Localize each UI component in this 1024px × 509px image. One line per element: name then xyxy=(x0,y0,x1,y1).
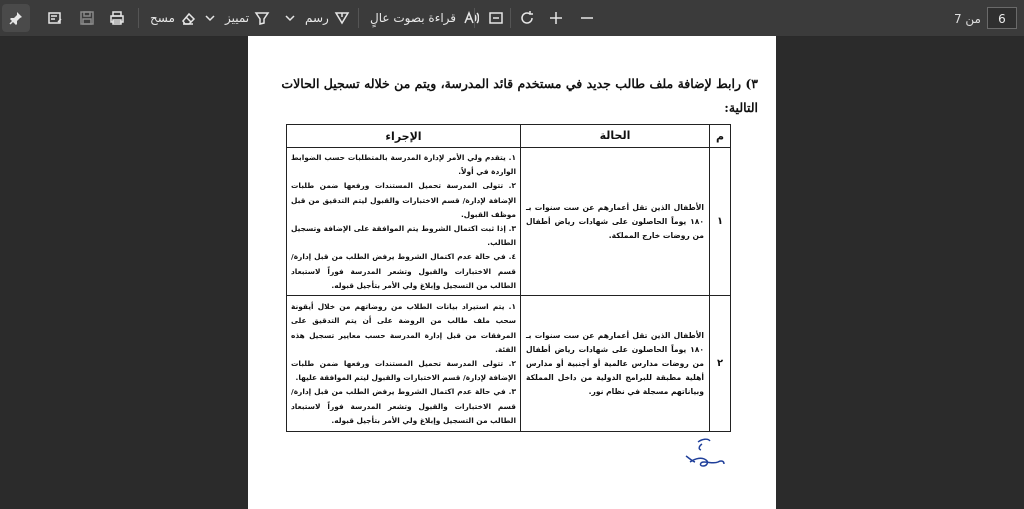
zoom-out-button[interactable] xyxy=(578,6,596,30)
highlighter-icon xyxy=(253,9,271,27)
eraser-icon xyxy=(179,9,197,27)
notes-icon xyxy=(46,9,64,27)
save-button[interactable] xyxy=(78,6,96,30)
print-icon xyxy=(108,9,126,27)
draw-label: رسم xyxy=(305,11,329,25)
header-case: الحالة xyxy=(521,125,710,148)
toolbar-divider xyxy=(474,8,475,28)
chevron-down-icon xyxy=(201,9,219,27)
row-number: ٢ xyxy=(710,296,731,432)
chevron-down-icon xyxy=(281,9,299,27)
row-number: ١ xyxy=(710,148,731,296)
page-view-icon xyxy=(487,9,505,27)
toolbar-divider xyxy=(510,8,511,28)
pen-icon xyxy=(333,9,351,27)
page-number-input[interactable]: 6 xyxy=(987,7,1017,29)
case-cell: الأطفال الذين تقل أعمارهم عن ست سنوات بـ ١٨٠ يوماً الحاصلون على شهادات رياض أطفال من روضات خارج المملكة. xyxy=(521,148,710,296)
rotate-icon xyxy=(518,9,536,27)
handwritten-signature xyxy=(680,434,740,476)
pin-button[interactable] xyxy=(2,4,30,32)
action-step: ١. يتم استيراد بيانات الطلاب من روضاتهم من خلال أيقونة سحب ملف طالب من الروضة على أن يتم التدقيق على المرفقات من قبل إدارة المدرسة حسب معايير تسجيل هذه الفئة. xyxy=(291,302,516,354)
viewer-toolbar xyxy=(0,0,1024,37)
save-icon xyxy=(78,9,96,27)
toolbar-divider xyxy=(138,8,139,28)
toolbar-divider xyxy=(358,8,359,28)
highlight-label: تمييز xyxy=(225,11,250,25)
table-row xyxy=(287,148,731,296)
rotate-button[interactable] xyxy=(518,6,536,30)
erase-label: مسح xyxy=(150,11,175,25)
header-num: م xyxy=(710,125,731,148)
section-heading: ٣) رابط لإضافة ملف طالب جديد في مستخدم قائد المدرسة، ويتم من خلاله تسجيل الحالات التالية: xyxy=(281,76,758,115)
erase-button[interactable] xyxy=(148,6,197,30)
plus-icon xyxy=(547,9,565,27)
table-header-row xyxy=(287,125,731,148)
cases-table xyxy=(286,124,731,432)
pin-icon xyxy=(7,9,25,27)
action-step: ٣. إذا ثبت اكتمال الشروط يتم الموافقة على الإضافة وتسجيل الطالب. xyxy=(291,224,516,248)
page-view-button[interactable] xyxy=(487,6,505,30)
read-aloud-button[interactable] xyxy=(370,6,480,30)
action-step: ٢. تتولى المدرسة تحميل المستندات ورفعها ضمن طلبات الإضافة لإدارة/ قسم الاختبارات والقبول ليتم التدقيق من قبل موظف القبول. xyxy=(291,181,516,219)
read-aloud-icon xyxy=(462,9,480,27)
page-count-label: من 7 xyxy=(953,12,981,26)
action-step: ٢. تتولى المدرسة تحميل المستندات ورفعها ضمن طلبات الإضافة لإدارة/ قسم الاختبارات والقبول ليتم الموافقة عليها. xyxy=(291,358,516,383)
highlight-button[interactable] xyxy=(201,6,271,30)
case-cell: الأطفال الذين تقل أعمارهم عن ست سنوات بـ ١٨٠ يوماً الحاصلون على شهادات رياض أطفال من روضات مدارس عالمية أو أجنبية أو مدارس أهلية مطبقة للبرامج الدولية من داخل المملكة وبياناتهم مسجلة في نظام نور. xyxy=(521,296,710,432)
action-step: ٤. في حالة عدم اكتمال الشروط يرفض الطلب من قبل إدارة/ قسم الاختبارات والقبول وتشعر المدرسة فوراً لاستبعاد الطالب من التسجيل وإبلاغ ولي الأمر بتأجيل قبوله. xyxy=(291,252,516,290)
minus-icon xyxy=(578,9,596,27)
header-action: الإجراء xyxy=(287,125,521,148)
zoom-in-button[interactable] xyxy=(547,6,565,30)
action-cell xyxy=(287,296,521,432)
document-page xyxy=(248,36,776,509)
action-step: ١. يتقدم ولي الأمر لإدارة المدرسة بالمتطلبات حسب الضوابط الواردة في أولاً. xyxy=(291,153,516,177)
print-button[interactable] xyxy=(108,6,126,30)
action-cell xyxy=(287,148,521,296)
read-aloud-label: قراءة بصوت عالٍ xyxy=(370,11,457,25)
action-step: ٣. في حالة عدم اكتمال الشروط يرفض الطلب من قبل إدارة/ قسم الاختبارات والقبول وتشعر المدرسة فوراً لاستبعاد الطالب من التسجيل وإبلاغ ولي الأمر بتأجيل قبوله. xyxy=(291,387,516,425)
draw-button[interactable] xyxy=(281,6,351,30)
table-row xyxy=(287,296,731,432)
notes-button[interactable] xyxy=(46,6,64,30)
